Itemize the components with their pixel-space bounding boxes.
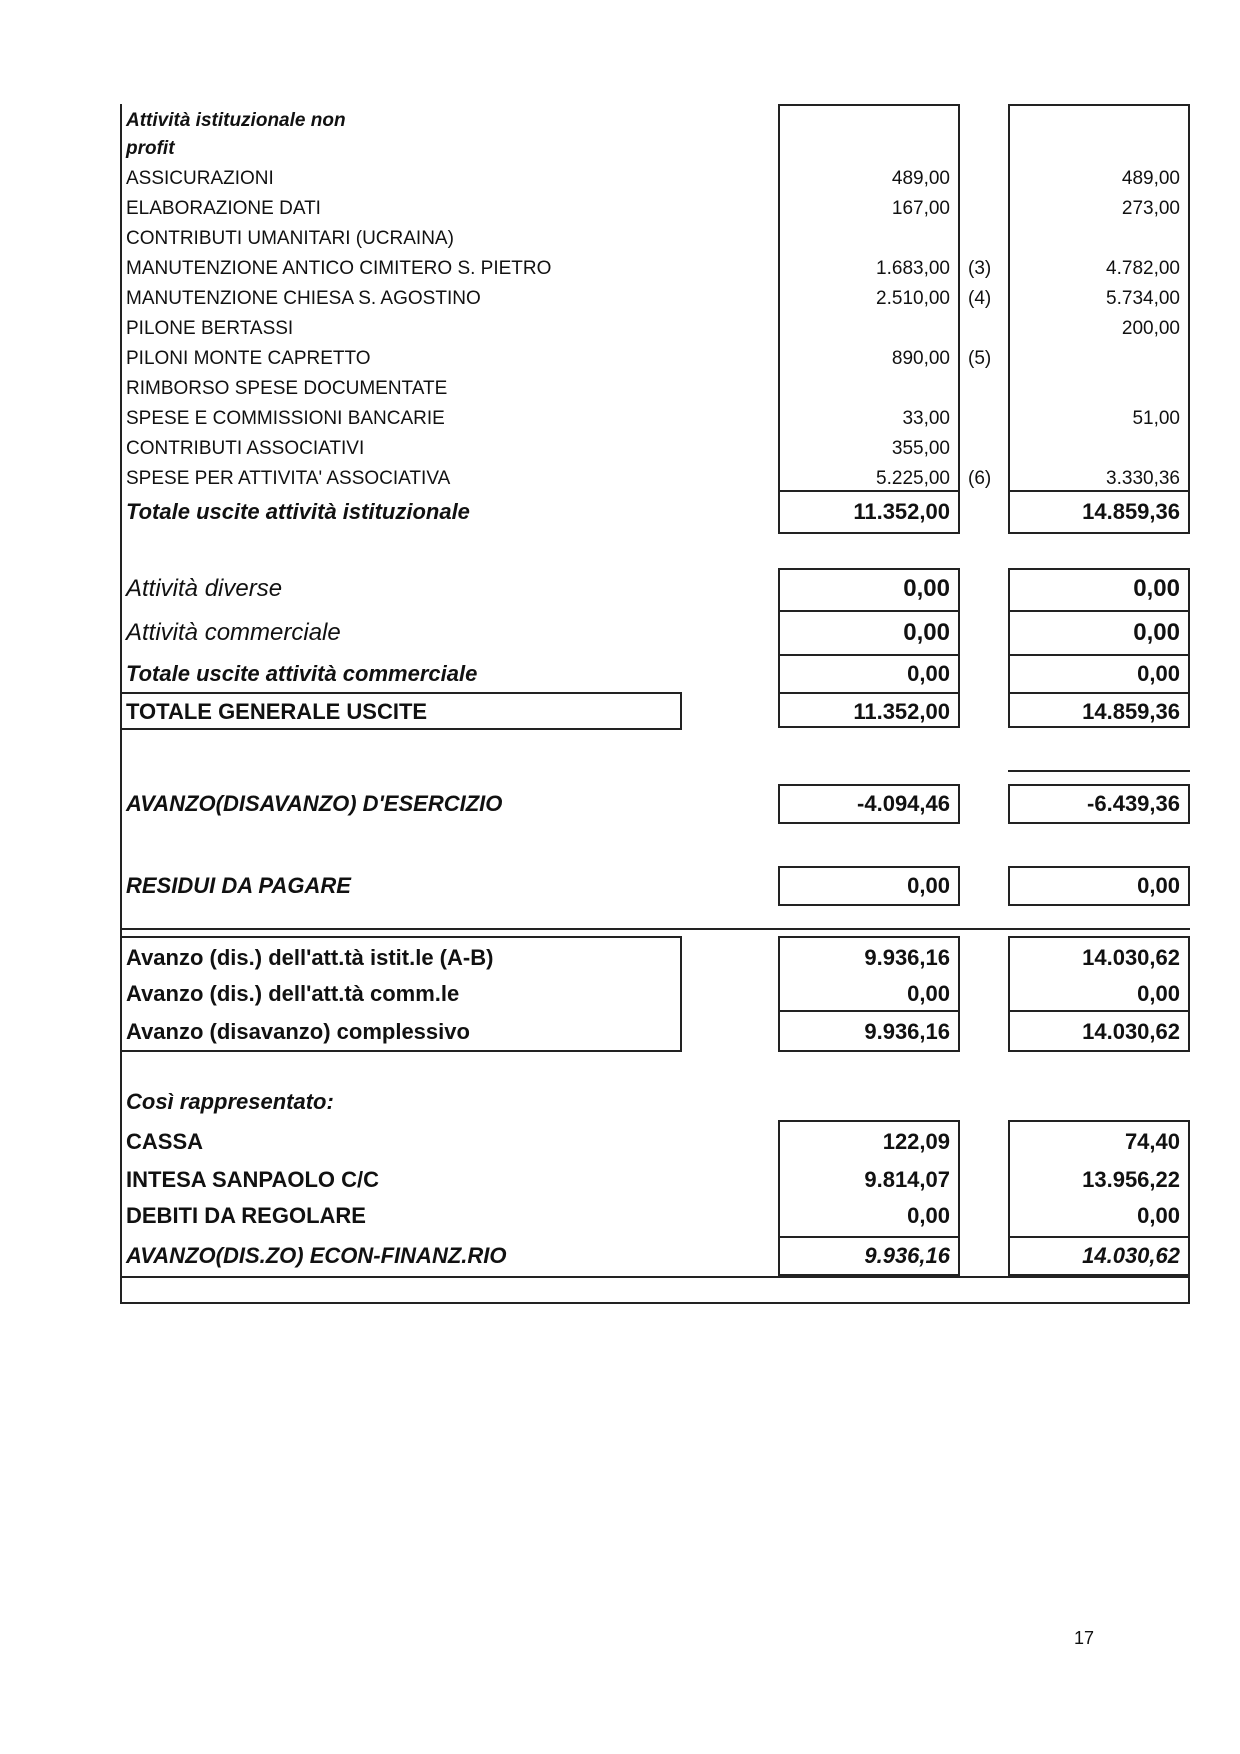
attivita-diverse-v1: 0,00 — [903, 575, 950, 602]
item-value-1: 489,00 — [891, 168, 950, 189]
avanzo-complessivo-v1: 9.936,16 — [864, 1019, 950, 1044]
residui-label: RESIDUI DA PAGARE — [126, 873, 351, 898]
item-label: ELABORAZIONE DATI — [126, 198, 321, 219]
avanzo-istit-v2: 14.030,62 — [1082, 945, 1180, 970]
debiti-v1: 0,00 — [907, 1203, 950, 1228]
avanzo-istit-label: Avanzo (dis.) dell'att.tà istit.le (A-B) — [126, 945, 494, 970]
item-label: RIMBORSO SPESE DOCUMENTATE — [126, 378, 448, 399]
intesa-label: INTESA SANPAOLO C/C — [126, 1167, 380, 1192]
avanzo-esercizio-v2: -6.439,36 — [1087, 791, 1180, 816]
totale-commerciale-v2: 0,00 — [1137, 661, 1180, 686]
attivita-commerciale-label: Attività commerciale — [126, 619, 341, 646]
page-number: 17 — [1074, 1628, 1095, 1648]
item-note: (5) — [968, 348, 992, 369]
bottom-right-edge — [1188, 1276, 1190, 1304]
avanzo-finanz-v2: 14.030,62 — [1082, 1243, 1180, 1268]
item-value-2: 489,00 — [1121, 168, 1180, 189]
attivita-commerciale-v2: 0,00 — [1133, 619, 1180, 646]
attivita-diverse-label: Attività diverse — [126, 575, 283, 602]
diverse-sep-1 — [778, 610, 960, 612]
item-note: (3) — [968, 258, 992, 279]
item-label: ASSICURAZIONI — [126, 168, 274, 189]
item-value-2: 51,00 — [1132, 408, 1180, 429]
avanzo-comm-v2: 0,00 — [1137, 981, 1180, 1006]
section-header-line2: profit — [126, 138, 175, 159]
item-label: MANUTENZIONE CHIESA S. AGOSTINO — [126, 288, 481, 309]
avanzo-comm-v1: 0,00 — [907, 981, 950, 1006]
avanzo-esercizio-label: AVANZO(DISAVANZO) D'ESERCIZIO — [126, 791, 503, 816]
avanzo-finanz-label: AVANZO(DIS.ZO) ECON-FINANZ.RIO — [126, 1243, 507, 1268]
cassa-v1: 122,09 — [882, 1129, 950, 1154]
item-value-2: 4.782,00 — [1106, 258, 1180, 279]
pre-avanzo-block-line — [120, 928, 1190, 930]
cosi-rappresentato-label: Così rappresentato: — [126, 1089, 334, 1114]
totale-generale-label: TOTALE GENERALE USCITE — [126, 699, 428, 724]
item-label: CONTRIBUTI UMANITARI (UCRAINA) — [126, 228, 454, 249]
item-value-1: 5.225,00 — [876, 468, 950, 489]
avanzo-istit-v1: 9.936,16 — [864, 945, 950, 970]
avanzo-comm-label: Avanzo (dis.) dell'att.tà comm.le — [126, 981, 460, 1006]
totale-commerciale-label: Totale uscite attività commerciale — [126, 661, 478, 686]
residui-v2: 0,00 — [1137, 873, 1180, 898]
section-header-line1: Attività istituzionale non — [126, 110, 346, 131]
totale-generale-v1: 11.352,00 — [853, 699, 950, 724]
intesa-v1: 9.814,07 — [864, 1167, 950, 1192]
item-label: PILONE BERTASSI — [126, 318, 294, 339]
diverse-sep-1b — [1008, 610, 1190, 612]
bottom-line-2 — [120, 1302, 1190, 1304]
item-note: (4) — [968, 288, 992, 309]
item-value-1: 890,00 — [891, 348, 950, 369]
financial-statement-table — [120, 104, 1182, 1304]
avanzo-esercizio-v1: -4.094,46 — [857, 791, 950, 816]
item-value-2: 273,00 — [1121, 198, 1180, 219]
totale-commerciale-v1: 0,00 — [907, 661, 950, 686]
after-totale-line — [1008, 770, 1190, 772]
debiti-v2: 0,00 — [1137, 1203, 1180, 1228]
bottom-line-1 — [120, 1276, 1190, 1278]
debiti-label: DEBITI DA REGOLARE — [126, 1203, 366, 1228]
residui-v1: 0,00 — [907, 873, 950, 898]
avanzo-complessivo-v2: 14.030,62 — [1082, 1019, 1180, 1044]
item-value-1: 2.510,00 — [876, 288, 950, 309]
attivita-diverse-v2: 0,00 — [1133, 575, 1180, 602]
avanzo-complessivo-label: Avanzo (disavanzo) complessivo — [126, 1019, 470, 1044]
cassa-v2: 74,40 — [1124, 1129, 1180, 1154]
item-value-1: 1.683,00 — [876, 258, 950, 279]
attivita-commerciale-v1: 0,00 — [903, 619, 950, 646]
item-value-1: 355,00 — [891, 438, 950, 459]
item-note: (6) — [968, 468, 992, 489]
item-value-2: 5.734,00 — [1106, 288, 1180, 309]
item-label: SPESE E COMMISSIONI BANCARIE — [126, 408, 445, 429]
item-value-1: 167,00 — [891, 198, 950, 219]
avanzo-finanz-v1: 9.936,16 — [864, 1243, 950, 1268]
item-value-2: 3.330,36 — [1106, 468, 1180, 489]
cassa-label: CASSA — [126, 1129, 204, 1154]
item-value-2: 200,00 — [1121, 318, 1180, 339]
item-label: CONTRIBUTI ASSOCIATIVI — [126, 438, 365, 459]
item-label: MANUTENZIONE ANTICO CIMITERO S. PIETRO — [126, 258, 552, 279]
item-label: PILONI MONTE CAPRETTO — [126, 348, 371, 369]
totale-istituzionale-v2: 14.859,36 — [1082, 499, 1180, 524]
totale-istituzionale-v1: 11.352,00 — [853, 499, 950, 524]
totale-istituzionale-label: Totale uscite attività istituzionale — [126, 499, 470, 524]
intesa-v2: 13.956,22 — [1082, 1167, 1180, 1192]
item-label: SPESE PER ATTIVITA' ASSOCIATIVA — [126, 468, 451, 489]
totale-generale-v2: 14.859,36 — [1082, 699, 1180, 724]
item-value-1: 33,00 — [902, 408, 950, 429]
